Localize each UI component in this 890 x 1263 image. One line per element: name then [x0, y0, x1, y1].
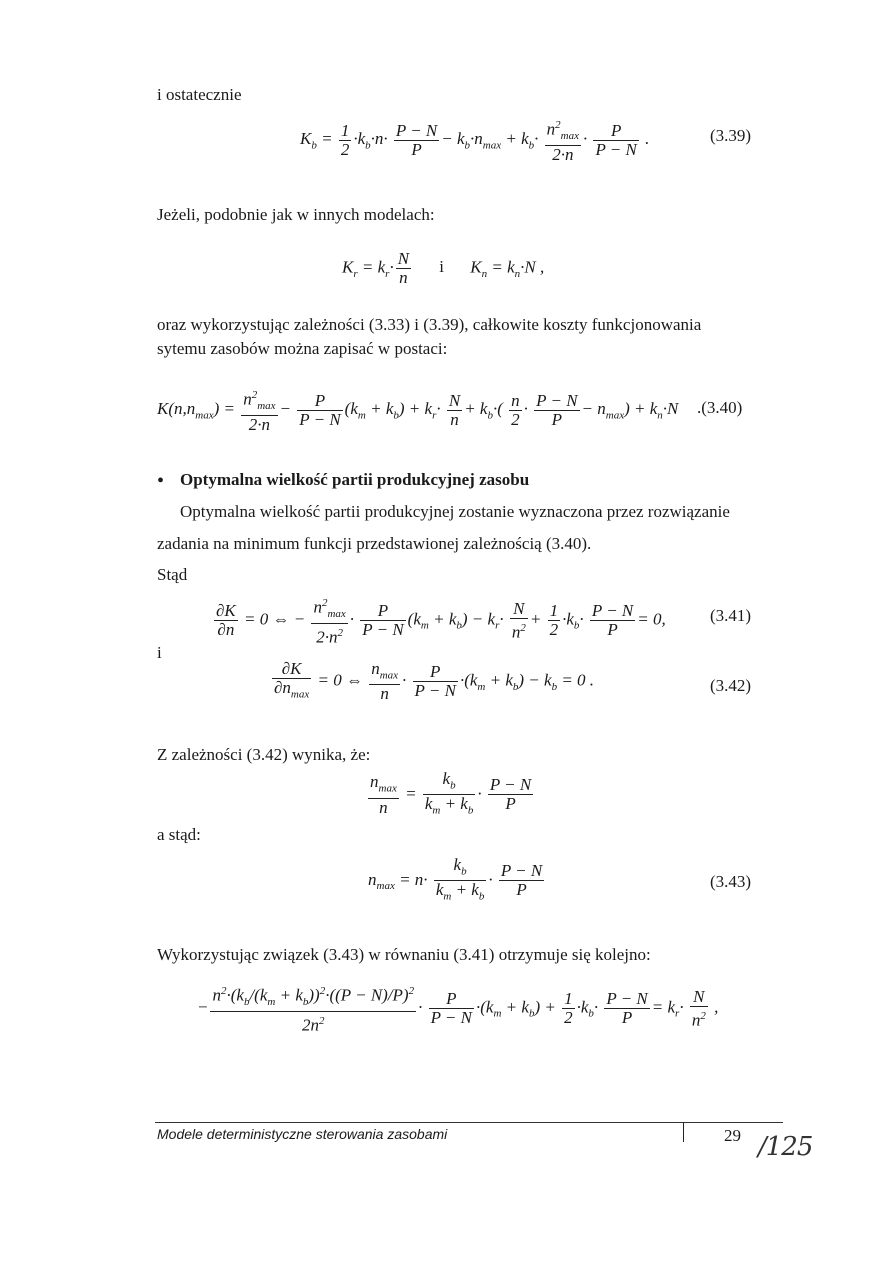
from-3-42-text: Z zależności (3.42) wynika, że:	[157, 745, 371, 764]
equation-kr-kn: $K_r = k_r\cdot$ $\frac{N}{n}$ i $K_n = k_n\cdot N$ ,	[342, 249, 545, 287]
hence-text: a stąd:	[157, 825, 201, 844]
equation-number-3-41: (3.41)	[710, 606, 752, 625]
handwritten-annotation: /125	[758, 1132, 813, 1162]
equation-final: − $\frac{n^2\cdot(k_b/(k_m + k_b))^2\cdot((P - N)/P)^2}{2n^2}$ · $\frac{P}{P - N}$ $\cdot(k_m + k_b)$ + $\frac{1}{2}$ $\cdot k_b\cdot$ $\frac{P - N}{P}$ = $k_r\cdot$ $\frac{N}{n^2}$ ,	[197, 982, 718, 1035]
cost-intro-line-2: sytemu zasobów można zapisać w postaci:	[157, 339, 448, 358]
models-intro-text: Jeżeli, podobnie jak w innych modelach:	[157, 205, 435, 224]
section-paragraph-line-1: Optymalna wielkość partii produkcyjnej zostanie wyznaczona przez rozwiązanie	[180, 502, 730, 521]
equation-3-42: $\frac{\partial K}{\partial n_{max}}$ = 0 ⇔ $\frac{n_{max}}{n}$ · $\frac{P}{P - N}$ $\cdot(k_m + k_b) - k_b = 0$ .	[274, 659, 595, 704]
stad-text: Stąd	[157, 565, 188, 584]
footer-title: Modele deterministyczne sterowania zasobami	[157, 1126, 448, 1142]
intro-text: i ostatecznie	[157, 85, 242, 104]
section-title: Optymalna wielkość partii produkcyjnej zasobu	[180, 470, 530, 489]
equation-3-41: $\frac{\partial K}{\partial n}$ = 0 ⇔ − $\frac{n^2_{max}}{2\cdot n^2}$ · $\frac{P}{P - N}$ $(k_m + k_b) - k_r\cdot$ $\frac{N}{n^2}$ + $\frac{1}{2}$ $\cdot k_b\cdot$ $\frac{P - N}{P}$ = 0,	[212, 594, 666, 647]
page-number: 29	[724, 1126, 741, 1145]
using-3-43-text: Wykorzystując związek (3.43) w równaniu (3.41) otrzymuje się kolejno:	[157, 945, 651, 964]
equation-number-3-43: (3.43)	[710, 872, 752, 891]
equation-number-3-40: .(3.40)	[697, 398, 743, 417]
and-text: i	[157, 643, 162, 662]
equation-number-3-39: (3.39)	[710, 126, 752, 145]
equation-3-43: $n_{max} = n\cdot$ $\frac{k_b}{k_m + k_b}$ · $\frac{P - N}{P}$	[368, 855, 543, 903]
equation-3-40: $K(n,n_{max})$ = $\frac{n^2_{max}}{2\cdot n}$ − $\frac{P}{P - N}$ $(k_m + k_b) + k_r\cdot$ $\frac{N}{n}$ + $k_b\cdot$( $\frac{n}{2}$ · $\frac{P - N}{P}$ − $n_{max}) + k_n\cdot N$	[157, 386, 678, 434]
equation-ratio: $\frac{n_{max}}{n}$ = $\frac{k_b}{k_m + k_b}$ · $\frac{P - N}{P}$	[370, 769, 532, 817]
footer-divider	[155, 1122, 783, 1123]
footer-separator	[683, 1122, 684, 1142]
cost-intro-line-1: oraz wykorzystując zależności (3.33) i (3.39), całkowite koszty funkcjonowania	[157, 315, 702, 334]
equation-number-3-42: (3.42)	[710, 676, 752, 695]
section-paragraph-line-2: zadania na minimum funkcji przedstawionej zależnością (3.40).	[157, 534, 592, 553]
bullet-icon: •	[157, 470, 165, 492]
equation-3-39: $K_b$ = $\frac{1}{2}$ $\cdot k_b\cdot n\cdot$ $\frac{P - N}{P}$ − $k_b\cdot n_{max} + k_b\cdot$ $\frac{n^2_{max}}{2\cdot n}$ · $\frac{P}{P - N}$ .	[300, 116, 649, 164]
